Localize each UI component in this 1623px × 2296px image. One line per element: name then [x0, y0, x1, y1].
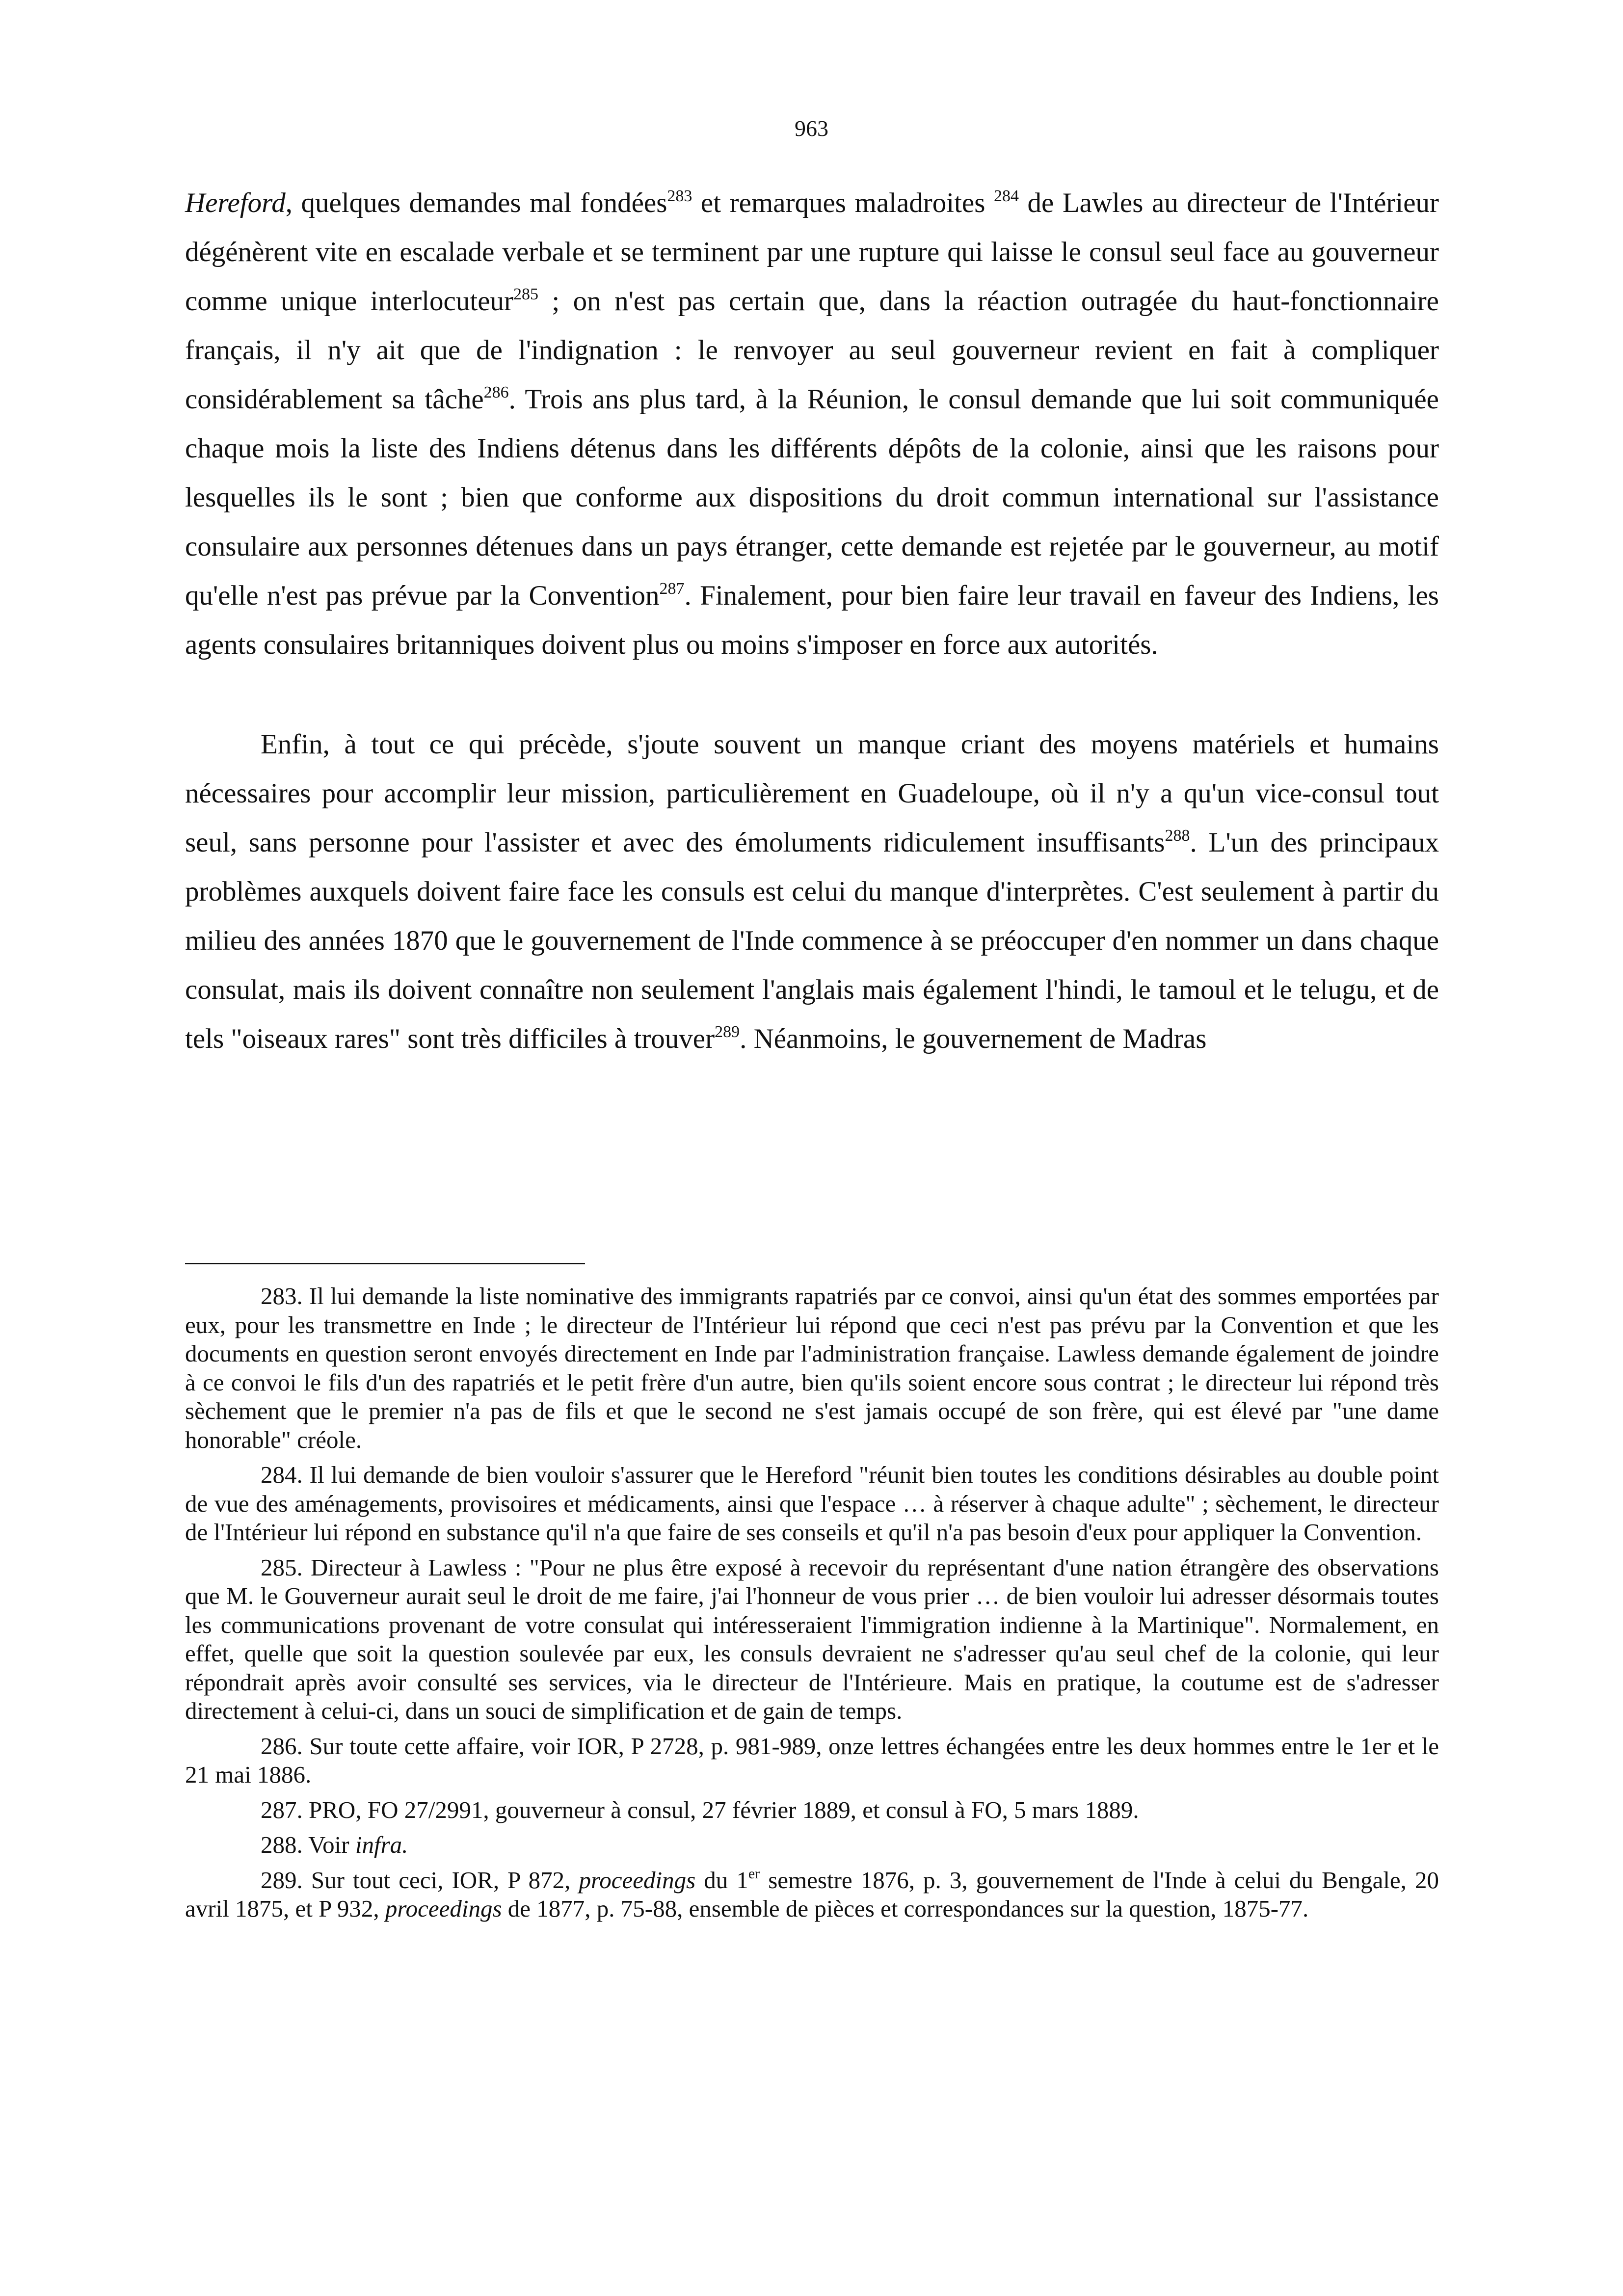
footnote-ref-287[interactable]: 287 — [659, 580, 685, 598]
text-run: du 1 — [695, 1866, 748, 1894]
footnote-289 — [185, 1866, 1439, 1923]
footnote-ref-283[interactable]: 283 — [667, 187, 692, 205]
text-run: de Lawles au directeur de l'Intérieur dégénèrent vite en escalade verbale et se terminent par une rupture qui laisse le consul seul face au gouverneur comme unique interlocuteur — [185, 187, 1439, 317]
footnotes — [185, 1282, 1439, 1930]
text-run: . Finalement, pour bien faire leur travail en faveur des Indiens, les agents consulaires britanniques doivent plus ou moins s'imposer en force aux autorités. — [185, 580, 1439, 660]
footnote-ref-284[interactable]: 284 — [993, 187, 1019, 205]
footnote-288 — [185, 1831, 1439, 1860]
text-run: ; on n'est pas certain que, dans la réaction outragée du haut-fonctionnaire français, il n'y ait que de l'indignation : le renvoyer au seul gouverneur revient en fait à compliquer considérablement sa tâche — [185, 286, 1439, 415]
italic-proceedings: proceedings — [579, 1866, 696, 1894]
italic-proceedings: proceedings — [385, 1895, 502, 1922]
italic-infra: infra. — [355, 1831, 408, 1858]
page-number: 963 — [795, 116, 828, 141]
superscript-er: er — [748, 1866, 760, 1882]
footnote-287: 287. PRO, FO 27/2991, gouverneur à consul, 27 février 1889, et consul à FO, 5 mars 1889. — [261, 1796, 1139, 1823]
text-run: de 1877, p. 75-88, ensemble de pièces et correspondances sur la question, 1875-77. — [502, 1895, 1309, 1922]
footnote-286: 286. Sur toute cette affaire, voir IOR, P 2728, p. 981-989, onze lettres échangées entre les deux hommes entre le 1er et le 21 mai 1886. — [185, 1732, 1439, 1788]
text-run: . Néanmoins, le gouvernement de Madras — [740, 1023, 1207, 1054]
footnote-ref-285[interactable]: 285 — [513, 285, 538, 303]
footnote-ref-286[interactable]: 286 — [483, 383, 509, 401]
footnote-separator — [185, 1263, 585, 1264]
paragraph-1 — [185, 179, 1439, 669]
text-run: semestre 1876, p. 3, gouvernement de l'Inde à celui du Bengale, 20 avril 1875, et P 932, — [185, 1866, 1439, 1922]
footnote-285: 285. Directeur à Lawless : "Pour ne plus être exposé à recevoir du représentant d'une nation étrangère des observations que M. le Gouverneur aurait seul le droit de me faire, j'ai l'honneur de vous prier … de bien vouloir lui adresser désormais toutes les communications provenant de votre consulat qui intéresseraient l'immigration indienne à la Martinique". Normalement, en effet, quelle que soit la question soulevée par eux, les consuls devraient ne s'adresser qu'au seul chef de la colonie, qui leur répondrait après avoir consulté ses services, via le directeur de l'Intérieure. Mais en pratique, la coutume est de s'adresser directement à celui-ci, dans un souci de simplification et de gain de temps. — [185, 1553, 1439, 1724]
text-run: 288. Voir — [261, 1831, 355, 1858]
text-run: . Trois ans plus tard, à la Réunion, le consul demande que lui soit communiquée chaque mois la liste des Indiens détenus dans les différents dépôts de la colonie, ainsi que les raisons pour lesquelles ils le sont ; bien que conforme aux dispositions du droit commun international sur l'assistance consulaire aux personnes détenues dans un pays étranger, cette demande est rejetée par le gouverneur, au motif qu'elle n'est pas prévue par la Convention — [185, 384, 1439, 611]
footnote-ref-288[interactable]: 288 — [1165, 827, 1190, 845]
paragraph-2 — [185, 720, 1439, 1064]
footnote-284: 284. Il lui demande de bien vouloir s'assurer que le Hereford "réunit bien toutes les conditions désirables au double point de vue des aménagements, provisoires et médicaments, ainsi que l'espace … à réserver à chaque adulte" ; sèchement, le directeur de l'Intérieur lui répond en substance qu'il n'a que faire de ses conseils et qu'il n'a pas besoin d'eux pour appliquer la Convention. — [185, 1461, 1439, 1546]
footnote-ref-289[interactable]: 289 — [715, 1023, 740, 1041]
text-run: Enfin, à tout ce qui précède, s'joute souvent un manque criant des moyens matériels et humains nécessaires pour accomplir leur mission, particulièrement en Guadeloupe, où il n'y a qu'un vice-consul tout seul, sans personne pour l'assister et avec des émoluments ridiculement insuffisants — [185, 729, 1439, 858]
text-run: . L'un des principaux problèmes auxquels doivent faire face les consuls est celui du manque d'interprètes. C'est seulement à partir du milieu des années 1870 que le gouvernement de l'Inde commence à se préoccuper d'en nommer un dans chaque consulat, mais ils doivent connaître non seulement l'anglais mais également l'hindi, le tamoul et le telugu, et de tels "oiseaux rares" sont très difficiles à trouver — [185, 827, 1439, 1054]
text-run: et remarques maladroites — [692, 187, 994, 218]
text-run: 289. Sur tout ceci, IOR, P 872, — [261, 1866, 579, 1894]
body-text — [185, 179, 1439, 1064]
text-run: , quelques demandes mal fondées — [285, 187, 667, 218]
ship-name-hereford: Hereford — [185, 187, 286, 218]
footnote-283: 283. Il lui demande la liste nominative des immigrants rapatriés par ce convoi, ainsi qu'un état des sommes emportées par eux, pour les transmettre en Inde ; le directeur de l'Intérieur lui répond que ceci n'est pas prévu par la Convention et que les documents en question seront envoyés directement en Inde par l'administration française. Lawless demande également de joindre à ce convoi le fils d'un des rapatriés et le petit frère d'un autre, bien qu'ils soient encore sous contrat ; le directeur lui répond très sèchement que le premier n'a pas de fils et que le second ne s'est jamais occupé de son frère, qui est élevé par "une dame honorable" créole. — [185, 1282, 1439, 1453]
